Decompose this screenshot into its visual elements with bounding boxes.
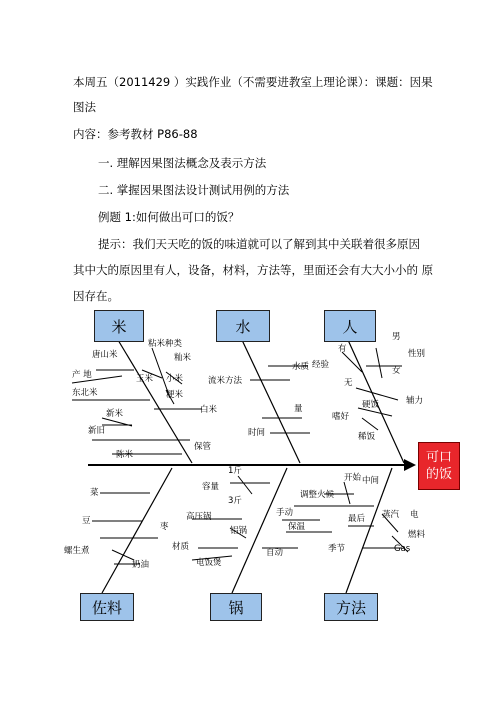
cause-label: 硬饭 [362,400,380,410]
cause-label: 材质 [172,542,190,552]
content-reference: 内容：参考教材 P86-88 [73,127,198,141]
cause-label: 螺生煮 [64,546,90,556]
cause-label: 量 [294,404,303,414]
cause-label: 电 [410,510,419,520]
cause-label: 调整火候 [300,490,335,500]
cause-label: 无 [344,378,353,388]
cause-label: 燃料 [408,530,426,540]
cause-label: 小米 [166,374,184,384]
category-water-box: 水 [216,310,270,342]
cause-label: 保温 [288,522,306,532]
hint-line-2: 其中大的原因里有人，设备，材料，方法等，里面还会有大大小小的 原 [73,263,434,277]
cause-label: 自动 [266,548,284,558]
cause-label: 粳米 [166,390,184,400]
cause-label: 容量 [202,482,220,492]
cause-label: 陈米 [116,450,134,460]
effect-box [418,442,460,490]
cause-label: 产 地 [72,370,92,380]
assignment-title-line1: 本周五（2011429 ）实践作业（不需要进教室上理论课）：课题：因果 [73,75,433,89]
objective-item-1: 一. 理解因果图法概念及表示方法 [98,156,267,170]
cause-label: 菜 [90,488,99,498]
category-pot-box: 锅 [210,593,262,621]
cause-label: 3斤 [228,496,242,506]
cause-label: 季节 [328,544,346,554]
cause-label: 新米 [106,409,124,419]
cause-label: 豆 [82,516,91,526]
cause-label: 男 [392,332,401,342]
cause-label: 经验 [312,360,330,370]
category-ingredients-box: 佐料 [80,593,134,621]
cause-label: 蒸汽 [382,510,400,520]
objective-item-2: 二. 掌握因果图法设计测试用例的方法 [98,183,290,197]
cause-label: 铝锅 [230,526,248,536]
cause-label: 辅力 [406,396,424,406]
cause-label: 玉米 [136,374,154,384]
cause-label: 新旧 [88,426,106,436]
cause-label: 电饭煲 [196,558,222,568]
cause-label: 唐山米 [92,350,118,360]
cause-label: Gas [394,544,411,554]
cause-label: 嗜好 [332,412,350,422]
cause-label: 籼米 [174,353,192,363]
category-rice-box: 米 [94,310,144,342]
assignment-title-line2: 图法 [73,100,96,114]
example-question: 例题 1:如何做出可口的饭？ [98,210,240,224]
cause-label: 中间 [362,476,380,486]
category-person-box: 人 [324,310,376,342]
cause-label: 女 [392,366,401,376]
cause-label: 水质 [292,362,310,372]
cause-label: 稀饭 [358,432,376,442]
cause-label: 时间 [248,428,266,438]
fishbone-diagram [62,308,462,620]
cause-label: 手动 [276,508,294,518]
fishbone-lines [62,308,462,620]
cause-label: 1斤 [228,466,242,476]
category-method-box: 方法 [324,593,378,621]
cause-label: 有 [338,344,347,354]
effect-line-2: 的饭 [425,467,452,482]
cause-label: 白米 [200,405,218,415]
cause-label: 枣 [160,522,169,532]
cause-label: 高压锅 [186,512,212,522]
effect-line-1: 可口 [425,450,452,465]
cause-label: 粘米种类 [148,339,183,349]
cause-label: 东北米 [72,388,98,398]
hint-line-3: 因存在。 [73,289,119,303]
hint-line-1: 提示：我们天天吃的饭的味道就可以了解到其中关联着很多原因 [98,237,420,251]
cause-label: 性别 [408,349,426,359]
cause-label: 流米方法 [208,376,243,386]
cause-label: 开始 [344,473,362,483]
cause-label: 最后 [348,514,366,524]
cause-label: 保管 [194,442,212,452]
cause-label: 奶油 [132,560,150,570]
